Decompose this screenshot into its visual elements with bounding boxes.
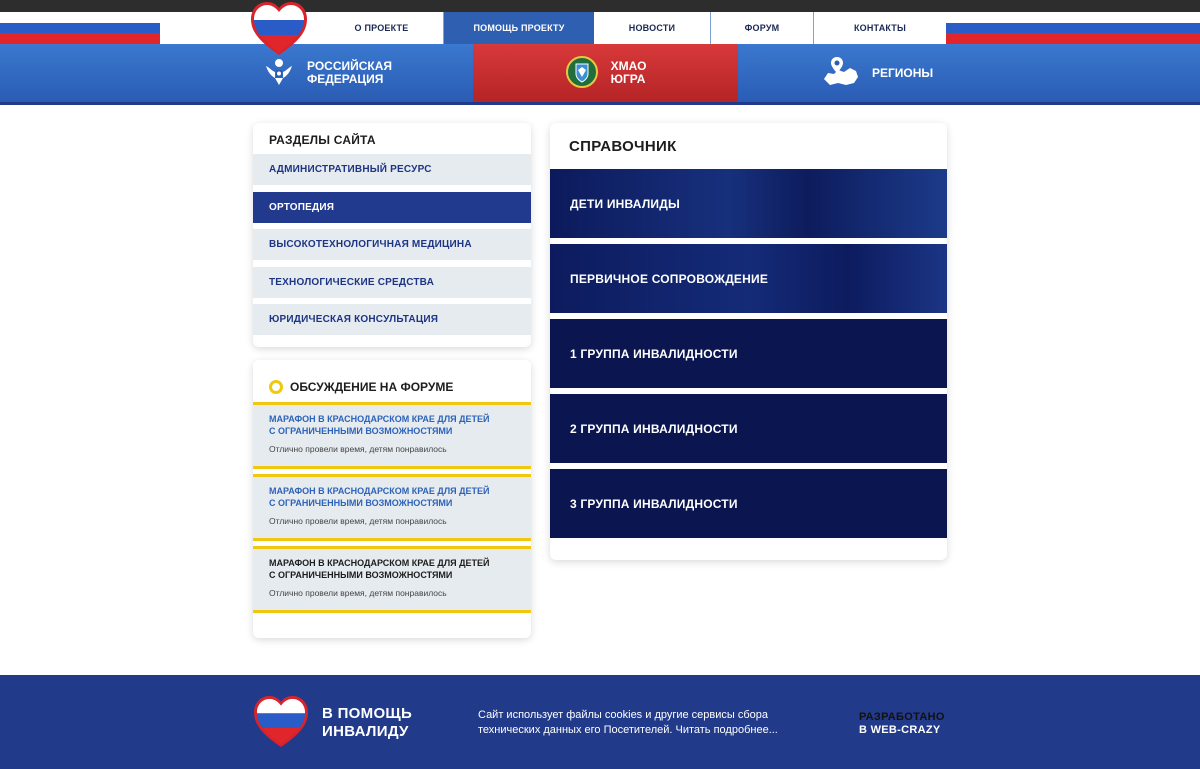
top-dark-bar <box>0 0 1200 12</box>
region-bar <box>0 44 1200 102</box>
developer-credit-line2: В WEB-CRAZY <box>859 724 941 736</box>
forum-post-title-line1: МАРАФОН В КРАСНОДАРСКОМ КРАЕ ДЛЯ ДЕТЕЙ <box>269 558 490 568</box>
nav-item-about[interactable]: О ПРОЕКТЕ <box>320 12 444 44</box>
section-item-high-tech-medicine[interactable]: ВЫСОКОТЕХНОЛОГИЧНАЯ МЕДИЦИНА <box>253 229 531 260</box>
footer-brand-line1: В ПОМОЩЬ <box>322 705 413 722</box>
section-item-technical-means[interactable]: ТЕХНОЛОГИЧЕСКИЕ СРЕДСТВА <box>253 267 531 298</box>
nav-item-help-project[interactable]: ПОМОЩЬ ПРОЕКТУ <box>444 12 594 44</box>
heart-logo[interactable] <box>250 2 308 56</box>
nav-item-news[interactable]: НОВОСТИ <box>594 12 711 44</box>
cookies-line1: Сайт использует файлы cookies и другие сервисы сбора <box>478 709 769 721</box>
forum-title <box>253 360 531 400</box>
forum-post-excerpt: Отлично провели время, детям понравилось <box>269 588 447 598</box>
reference-item-disabled-children[interactable]: ДЕТИ ИНВАЛИДЫ <box>550 169 947 238</box>
region-hmao-yugra[interactable] <box>473 44 738 102</box>
site-sections-card <box>253 123 531 347</box>
region-regions[interactable] <box>738 44 1200 102</box>
forum-post-title-line2: С ОГРАНИЧЕННЫМИ ВОЗМОЖНОСТЯМИ <box>269 426 453 436</box>
forum-post-excerpt: Отлично провели время, детям понравилось <box>269 516 447 526</box>
region-russian-federation[interactable] <box>0 44 473 102</box>
reference-item-disability-group-2[interactable]: 2 ГРУППА ИНВАЛИДНОСТИ <box>550 394 947 463</box>
forum-discussion-card <box>253 360 531 638</box>
forum-title-text: ОБСУЖДЕНИЕ НА ФОРУМЕ <box>290 379 454 394</box>
forum-post-title-line2: С ОГРАНИЧЕННЫМИ ВОЗМОЖНОСТЯМИ <box>269 498 453 508</box>
cookies-notice[interactable] <box>478 708 808 738</box>
forum-post-title-line1: МАРАФОН В КРАСНОДАРСКОМ КРАЕ ДЛЯ ДЕТЕЙ <box>269 486 490 496</box>
region-regions-label: РЕГИОНЫ <box>872 65 934 80</box>
footer-brand <box>322 705 412 741</box>
section-item-legal-consultation[interactable]: ЮРИДИЧЕСКАЯ КОНСУЛЬТАЦИЯ <box>253 304 531 335</box>
section-item-orthopedics[interactable]: ОРТОПЕДИЯ <box>253 192 531 223</box>
footer-heart-logo[interactable] <box>253 696 309 753</box>
forum-post-excerpt: Отлично провели время, детям понравилось <box>269 444 447 454</box>
reference-title: СПРАВОЧНИК <box>569 138 677 155</box>
region-hmao-line2: ЮГРА <box>610 72 646 86</box>
region-bar-underline <box>0 102 1200 105</box>
region-rf-line2: ФЕДЕРАЦИЯ <box>307 72 384 86</box>
ring-icon <box>269 380 283 394</box>
forum-post-title[interactable] <box>269 557 499 581</box>
forum-post-title[interactable] <box>269 485 499 509</box>
flag-stripes-right <box>946 12 1200 44</box>
forum-post[interactable] <box>253 474 531 541</box>
russia-map-icon <box>822 55 860 92</box>
forum-post[interactable] <box>253 546 531 613</box>
reference-item-primary-support[interactable]: ПЕРВИЧНОЕ СОПРОВОЖДЕНИЕ <box>550 244 947 313</box>
section-item-admin-resource[interactable]: АДМИНИСТРАТИВНЫЙ РЕСУРС <box>253 154 531 185</box>
developer-credit-line1: РАЗРАБОТАНО <box>859 711 945 723</box>
forum-post-title-line2: С ОГРАНИЧЕННЫМИ ВОЗМОЖНОСТЯМИ <box>269 570 453 580</box>
region-rf-line1: РОССИЙСКАЯ <box>307 59 393 73</box>
forum-post[interactable] <box>253 402 531 469</box>
flag-stripes-left <box>0 12 160 44</box>
reference-card <box>550 123 947 560</box>
forum-post-title-line1: МАРАФОН В КРАСНОДАРСКОМ КРАЕ ДЛЯ ДЕТЕЙ <box>269 414 490 424</box>
reference-item-disability-group-1[interactable]: 1 ГРУППА ИНВАЛИДНОСТИ <box>550 319 947 388</box>
footer <box>0 675 1200 769</box>
site-sections-title: РАЗДЕЛЫ САЙТА <box>269 133 376 147</box>
cookies-line2[interactable]: технических данных его Посетителей. Читать подробнее... <box>478 724 778 736</box>
nav-item-contacts[interactable]: КОНТАКТЫ <box>853 23 907 33</box>
developer-credit[interactable] <box>859 711 945 737</box>
region-hmao-line1: ХМАО <box>610 59 647 73</box>
forum-post-title[interactable] <box>269 413 499 437</box>
reference-item-disability-group-3[interactable]: 3 ГРУППА ИНВАЛИДНОСТИ <box>550 469 947 538</box>
eagle-icon <box>263 56 295 91</box>
coat-of-arms-icon <box>565 55 599 92</box>
nav-item-forum[interactable]: ФОРУМ <box>711 12 814 44</box>
footer-brand-line2: ИНВАЛИДУ <box>322 723 409 740</box>
